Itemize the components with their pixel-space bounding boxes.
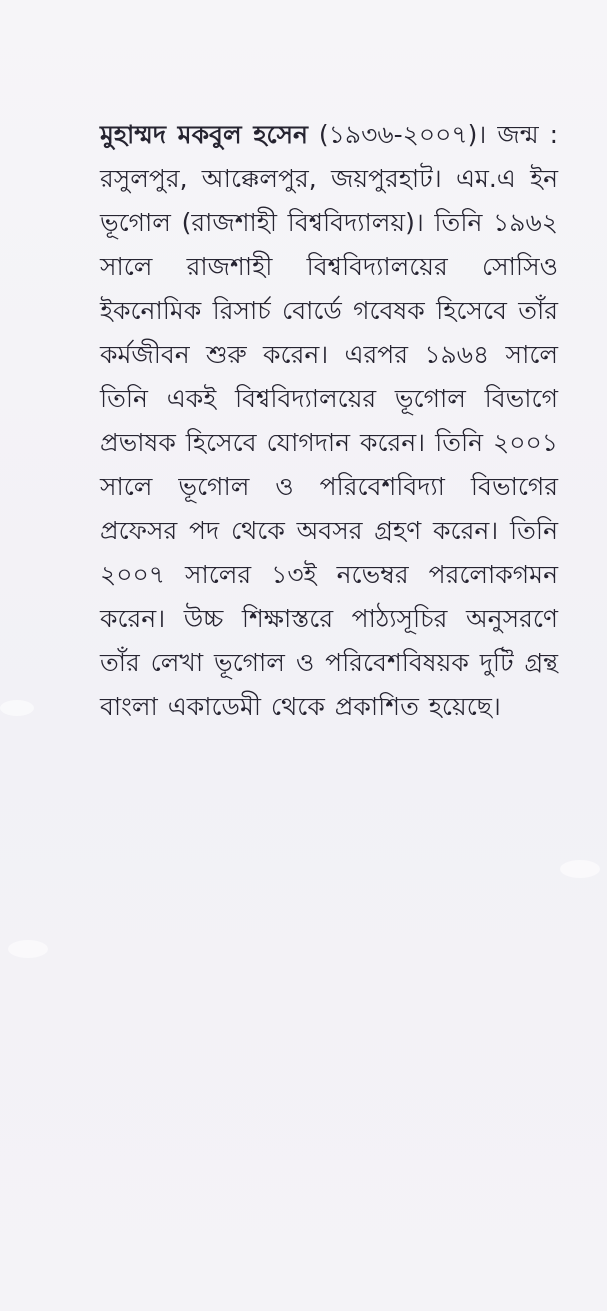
biography-text: (১৯৩৬-২০০৭)। জন্ম : রসুলপুর, আক্কেলপুর, জয়পুরহাট। এম.এ ইন ভূগোল (রাজশাহী বিশ্ববিদ্যালয়)। তিনি ১৯৬২ সালে রাজশাহী বিশ্ববিদ্যালয়ের সোসিও ইকনোমিক রিসার্চ বোর্ডে গবেষক হিসেবে তাঁর কর্মজীবন শুরু করেন। এরপর ১৯৬৪ সালে তিনি একই বিশ্ববিদ্যালয়ের ভূগোল বিভাগে প্রভাষক হিসেবে যোগদান করেন। তিনি ২০০১ সালে ভূগোল ও পরিবেশবিদ্যা বিভাগের প্রফেসর পদ থেকে অবসর গ্রহণ করেন। তিনি ২০০৭ সালের ১৩ই নভেম্বর পরলোকগমন করেন। উচ্চ শিক্ষাস্তরে পাঠ্যসূচির অনুসরণে তাঁর লেখা ভূগোল ও পরিবেশবিষয়ক দুটি গ্রন্থ বাংলা একাডেমী থেকে প্রকাশিত হয়েছে। bbox=[100, 120, 559, 721]
paper-scuff-mark bbox=[0, 700, 34, 716]
author-biography bbox=[100, 113, 558, 729]
paper-scuff-mark bbox=[560, 860, 600, 878]
author-name: মুহাম্মদ মকবুল হসেন bbox=[100, 120, 308, 149]
paper-scuff-mark bbox=[8, 940, 48, 958]
